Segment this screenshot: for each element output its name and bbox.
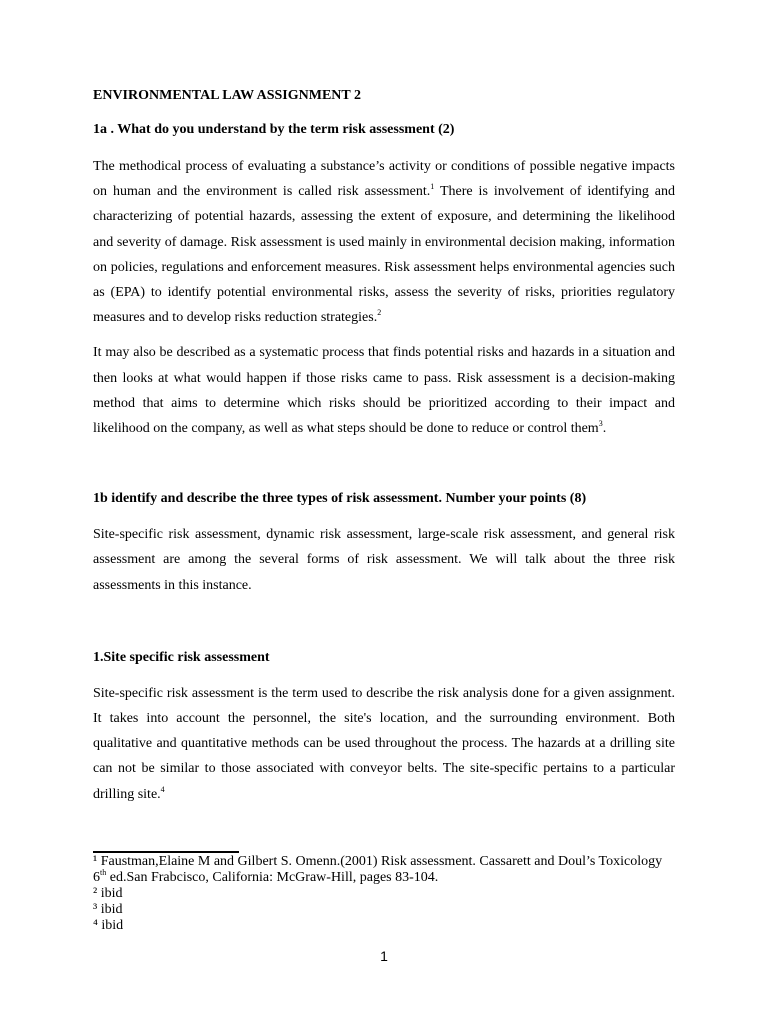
footnote-ref-1[interactable]: 1 [430, 182, 435, 192]
section-1-heading: 1.Site specific risk assessment [93, 649, 270, 665]
footnote-1-superscript: th [100, 868, 107, 877]
document-title: ENVIRONMENTAL LAW ASSIGNMENT 2 [93, 88, 362, 103]
paragraph-1a-1 [93, 154, 675, 330]
paragraph-s1-1 [93, 681, 675, 807]
footnote-1 [93, 854, 675, 886]
paragraph-1a-2 [93, 340, 675, 441]
question-1a-heading: 1a . What do you understand by the term risk assessment (2) [93, 122, 455, 137]
paragraph-1a-1-text-a: The methodical process of evaluating a substance’s activity or conditions of possible negative impacts on human and the environment is called risk assessment. [93, 159, 675, 200]
paragraph-1a-2-text-a: It may also be described as a systematic process that finds potential risks and hazards in a situation and then looks at what would happen if those risks came to pass. Risk assessment is a decision-making method that aims to determine which risks should be prioritized according to their impact and likelihood on the company, as well as what steps should be done to reduce or control them [93, 345, 675, 437]
footnote-1-text-b: ed.San Frabcisco, California: McGraw-Hill, pages 83-104. [106, 870, 439, 885]
footnote-2: ² ibid [93, 886, 123, 901]
paragraph-1b-1: Site-specific risk assessment, dynamic risk assessment, large-scale risk assessment, and general risk assessment are among the several forms of risk assessment. We will talk about the three risk assessments in this instance. [93, 527, 675, 593]
footnote-ref-3[interactable]: 3 [598, 419, 603, 429]
paragraph-s1-1-text: Site-specific risk assessment is the term used to describe the risk analysis done for a given assignment. It takes into account the personnel, the site's location, and the surrounding environment. Both qualitative and quantitative methods can be used throughout the process. The hazards at a drilling site can not be similar to those associated with conveyor belts. The site-specific pertains to a particular drilling site. [93, 685, 675, 802]
footnotes [93, 854, 675, 934]
footnote-separator [93, 851, 239, 853]
document-body [93, 86, 675, 807]
footnote-ref-2[interactable]: 2 [377, 308, 382, 318]
footnote-1-text-a: ¹ Faustman,Elaine M and Gilbert S. Omenn.(2001) Risk assessment. Cassarett and Doul’s Toxicology 6 [93, 854, 663, 885]
paragraph-1a-2-text-b: . [602, 421, 607, 437]
footnote-ref-4[interactable]: 4 [160, 784, 165, 794]
footnote-4: ⁴ ibid [93, 918, 124, 933]
paragraph-1a-1-text-b: There is involvement of identifying and characterizing of potential hazards, assessing the extent of exposure, and determining the likelihood and severity of damage. Risk assessment is used mainly in environmental decision making, information on policies, regulations and enforcement measures. Risk assessment helps environmental agencies such as (EPA) to identify potential environmental risks, assess the severity of risks, priorities regulatory measures and to develop risks reduction strategies. [93, 184, 675, 326]
footnote-3: ³ ibid [93, 902, 123, 917]
question-1b-heading: 1b identify and describe the three types of risk assessment. Number your points (8) [93, 491, 587, 507]
page-number: 1 [380, 948, 388, 964]
